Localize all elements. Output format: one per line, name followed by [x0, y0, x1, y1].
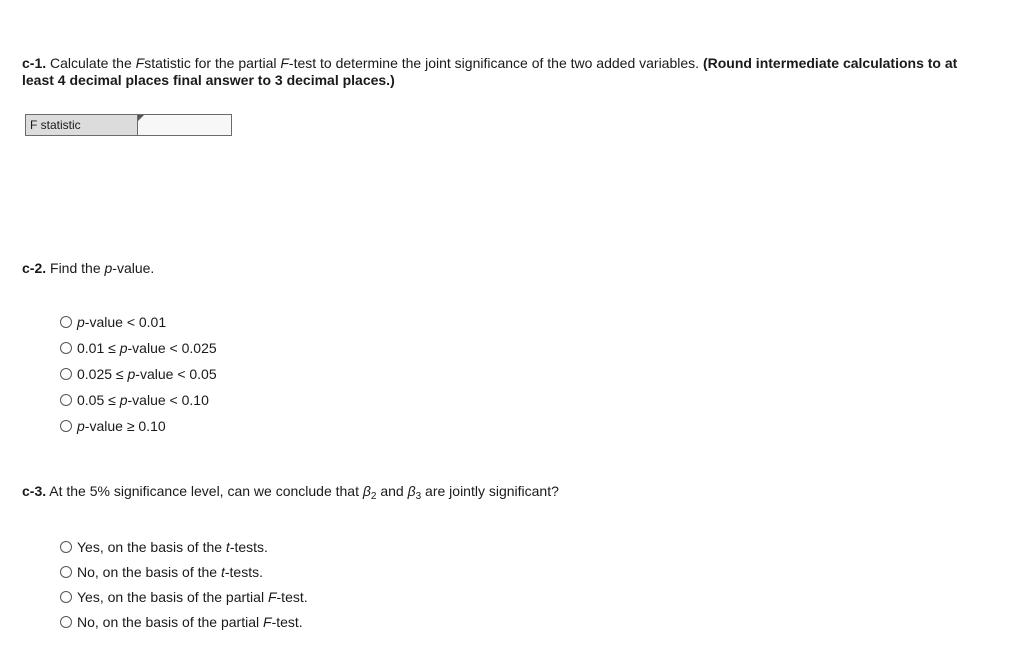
significance-option-3[interactable]	[60, 584, 308, 609]
radio-button[interactable]	[60, 566, 72, 578]
question-c1-label: c-1.	[22, 55, 47, 71]
p-value-option-5[interactable]	[60, 413, 217, 439]
significance-options	[60, 534, 308, 634]
radio-button[interactable]	[60, 394, 72, 406]
beta-symbol: β	[407, 483, 416, 499]
question-c3-text: At the 5% significance level, can we conclude that $\beta_2$ and $\beta_3$ are jointly significant?	[49, 483, 559, 502]
radio-button[interactable]	[60, 342, 72, 354]
radio-button[interactable]	[60, 591, 72, 603]
f-statistic-cell[interactable]	[138, 115, 231, 135]
option-label: Yes, on the basis of the partial F-test.	[77, 588, 308, 605]
significance-option-4[interactable]	[60, 609, 308, 634]
option-label: Yes, on the basis of the t-tests.	[77, 538, 268, 555]
significance-option-1[interactable]	[60, 534, 308, 559]
option-label: No, on the basis of the t-tests.	[77, 563, 263, 580]
radio-button[interactable]	[60, 616, 72, 628]
question-c1-instruction: (Round intermediate calculations to at least 4 decimal places final answer to 3 decimal places.)	[22, 55, 958, 88]
f-statistic-label: F statistic	[26, 115, 138, 135]
p-value-options	[60, 309, 217, 439]
radio-button[interactable]	[60, 420, 72, 432]
question-c1	[22, 55, 982, 89]
p-value-option-3[interactable]	[60, 361, 217, 387]
radio-button[interactable]	[60, 368, 72, 380]
option-label: p-value ≥ 0.10	[77, 418, 166, 434]
option-label: 0.025 ≤ p-value < 0.05	[77, 366, 217, 382]
cell-flag-icon	[138, 115, 144, 121]
f-statistic-input[interactable]	[138, 115, 231, 135]
question-c2	[22, 260, 154, 277]
question-c2-label: c-2.	[22, 260, 47, 276]
question-c3-label: c-3.	[22, 483, 47, 499]
question-c1-text: Calculate the Fstatistic for the partial F-test to determine the joint significance of the two added variables.	[50, 55, 703, 71]
f-statistic-table	[25, 114, 232, 136]
option-label: No, on the basis of the partial F-test.	[77, 613, 303, 630]
question-c3	[22, 483, 559, 505]
p-value-option-1[interactable]	[60, 309, 217, 335]
option-label: 0.05 ≤ p-value < 0.10	[77, 392, 209, 408]
radio-button[interactable]	[60, 316, 72, 328]
radio-button[interactable]	[60, 541, 72, 553]
option-label: p-value < 0.01	[77, 314, 167, 330]
significance-option-2[interactable]	[60, 559, 308, 584]
question-c2-text: Find the p-value.	[50, 260, 155, 276]
option-label: 0.01 ≤ p-value < 0.025	[77, 340, 217, 356]
beta-symbol: β	[362, 483, 371, 499]
p-value-option-2[interactable]	[60, 335, 217, 361]
p-value-option-4[interactable]	[60, 387, 217, 413]
